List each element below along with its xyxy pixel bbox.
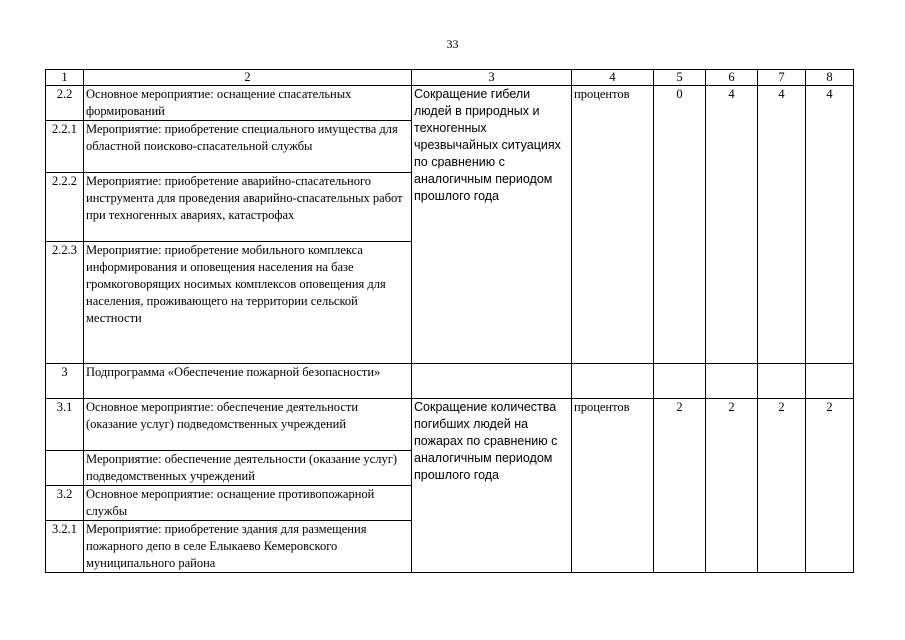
row-number: 2.2.2 — [46, 173, 84, 242]
table-row — [46, 86, 854, 121]
activity-text: Мероприятие: приобретение специального имущества для областной поисково-спасательной службы — [84, 121, 412, 173]
value-col5: 2 — [654, 399, 706, 573]
row-number: 2.2 — [46, 86, 84, 121]
row-number: 3.2.1 — [46, 521, 84, 573]
row-number: 3 — [46, 364, 84, 399]
empty-cell — [706, 364, 758, 399]
header-cell: 3 — [412, 70, 572, 86]
value-col6: 2 — [706, 399, 758, 573]
value-col8: 2 — [806, 399, 854, 573]
empty-cell — [758, 364, 806, 399]
header-cell: 5 — [654, 70, 706, 86]
row-number: 2.2.3 — [46, 242, 84, 364]
program-table — [45, 69, 854, 573]
activity-text: Мероприятие: приобретение аварийно-спасательного инструмента для проведения аварийно-спасательных работ при техногенных авариях, катастрофах — [84, 173, 412, 242]
value-col6: 4 — [706, 86, 758, 364]
row-number: 3.1 — [46, 399, 84, 451]
table-row — [46, 364, 854, 399]
activity-text: Основное мероприятие: обеспечение деятельности (оказание услуг) подведомственных учреждений — [84, 399, 412, 451]
row-number — [46, 451, 84, 486]
activity-text: Мероприятие: приобретение здания для размещения пожарного депо в селе Елыкаево Кемеровского муниципального района — [84, 521, 412, 573]
row-number: 2.2.1 — [46, 121, 84, 173]
empty-cell — [572, 364, 654, 399]
value-col7: 2 — [758, 399, 806, 573]
table-row — [46, 399, 854, 451]
value-col7: 4 — [758, 86, 806, 364]
activity-text: Мероприятие: обеспечение деятельности (оказание услуг) подведомственных учреждений — [84, 451, 412, 486]
header-row — [46, 70, 854, 86]
header-cell: 6 — [706, 70, 758, 86]
indicator-text: Сокращение количества погибших людей на пожарах по сравнению с аналогичным периодом прошлого года — [412, 399, 572, 573]
empty-cell — [412, 364, 572, 399]
activity-text: Основное мероприятие: оснащение противопожарной службы — [84, 486, 412, 521]
unit-text: процентов — [572, 399, 654, 573]
activity-text: Мероприятие: приобретение мобильного комплекса информирования и оповещения населения на базе громкоговорящих носимых комплексов оповещения для населения, проживающего на территории сельской местности — [84, 242, 412, 364]
activity-text: Основное мероприятие: оснащение спасательных формирований — [84, 86, 412, 121]
value-col5: 0 — [654, 86, 706, 364]
empty-cell — [654, 364, 706, 399]
header-cell: 7 — [758, 70, 806, 86]
indicator-text: Сокращение гибели людей в природных и техногенных чрезвычайных ситуациях по сравнению с аналогичным периодом прошлого года — [412, 86, 572, 364]
header-cell: 8 — [806, 70, 854, 86]
header-cell: 2 — [84, 70, 412, 86]
header-cell: 1 — [46, 70, 84, 86]
header-cell: 4 — [572, 70, 654, 86]
empty-cell — [806, 364, 854, 399]
activity-text: Подпрограмма «Обеспечение пожарной безопасности» — [84, 364, 412, 399]
value-col8: 4 — [806, 86, 854, 364]
page-number: 33 — [446, 37, 459, 51]
unit-text: процентов — [572, 86, 654, 364]
row-number: 3.2 — [46, 486, 84, 521]
